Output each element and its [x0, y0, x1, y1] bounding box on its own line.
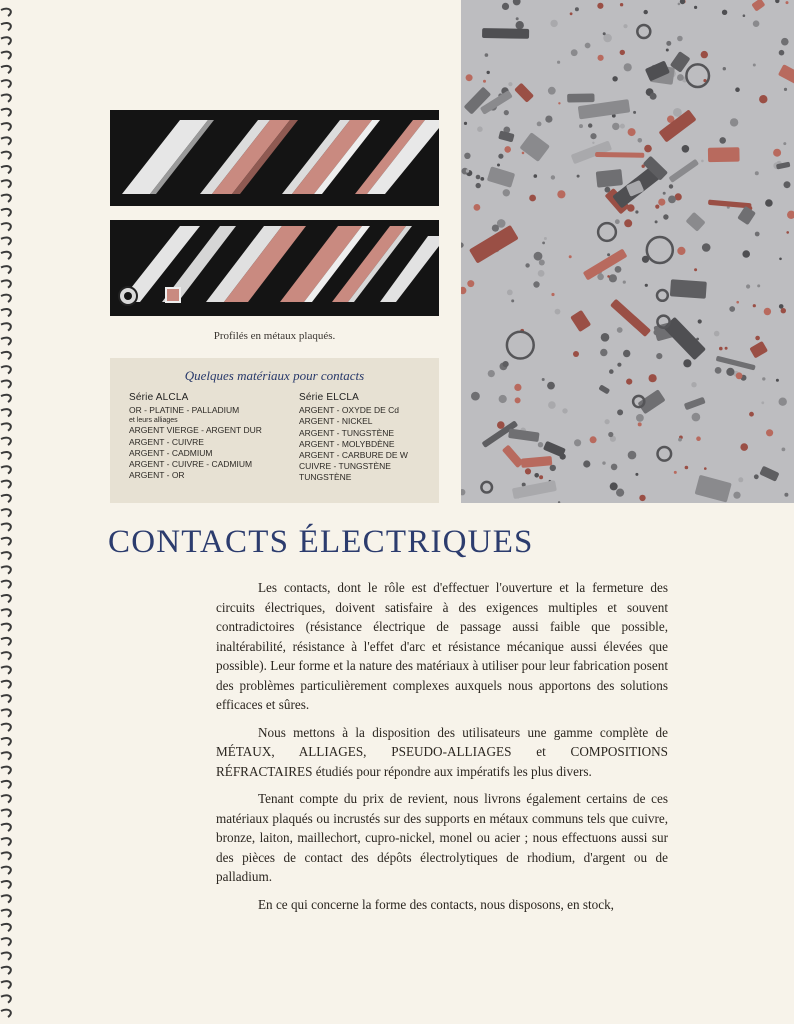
- materials-title: Quelques matériaux pour contacts: [184, 368, 365, 383]
- body-text: [216, 578, 668, 922]
- material-item: ARGENT - NICKEL: [299, 416, 373, 427]
- material-item: ARGENT - TUNGSTÈNE: [299, 427, 395, 438]
- material-item: ARGENT - OR: [129, 470, 185, 481]
- material-item: et leurs alliages: [129, 417, 178, 425]
- material-item: ARGENT - CADMIUM: [129, 447, 213, 458]
- material-item: TUNGSTÈNE: [299, 472, 352, 483]
- contact-parts-photo: [461, 0, 794, 503]
- plated-profiles-image-bottom: [110, 220, 439, 316]
- paragraph: Nous mettons à la disposition des utilisateurs une gamme complète de MÉTAUX, ALLIAGES, PSEUDO-ALLIAGES et COMPOSITIONS RÉFRACTAIRES étudiés pour répondre aux impératifs les plus divers.: [216, 724, 668, 779]
- paragraph: En ce qui concerne la forme des contacts, nous disposons, en stock,: [258, 896, 614, 912]
- elcla-series-column: [299, 392, 408, 484]
- plated-profiles-image-top: [110, 110, 439, 206]
- alcla-series-label: Série ALCLA: [129, 392, 189, 403]
- materials-box: [110, 358, 439, 503]
- profiles-caption: Profilés en métaux plaqués.: [213, 330, 336, 342]
- page-title: CONTACTS ÉLECTRIQUES: [108, 524, 534, 560]
- paragraph: Les contacts, dont le rôle est d'effectuer l'ouverture et la fermeture des circuits électriques, doivent satisfaire à des exigences multiples et souvent contradictoires (résistance électrique de passage aussi faible que possible, inaltérabilité, résistance à l'effet d'arc et résistance mécanique aussi élevées que possible). Leur forme et la nature des matériaux à utiliser pour leur fabrication posent des problèmes particulièrement complexes auxquels nous apportons des solutions efficaces et sûres.: [216, 580, 668, 712]
- material-item: ARGENT - CUIVRE: [129, 436, 204, 447]
- material-item: OR - PLATINE - PALLADIUM: [129, 405, 240, 416]
- material-item: ARGENT - OXYDE DE Cd: [299, 405, 399, 416]
- elcla-series-label: Série ELCLA: [299, 392, 360, 403]
- alcla-series-column: [129, 392, 262, 481]
- material-item: ARGENT - CUIVRE - CADMIUM: [129, 459, 253, 470]
- paragraph: Tenant compte du prix de revient, nous livrons également certains de ces matériaux plaqués ou incrustés sur des supports en métaux communs tels que cuivre, bronze, laiton, maillechort, cupro-nickel, monel ou acier ; nous effectuons aussi sur des pièces de contact des dépôts électrolytiques de rhodium, d'argent ou de palladium.: [216, 791, 668, 884]
- material-item: ARGENT VIERGE - ARGENT DUR: [129, 425, 262, 436]
- material-item: ARGENT - MOLYBDÈNE: [299, 438, 395, 449]
- spiral-binding: [0, 0, 16, 1024]
- material-item: ARGENT - CARBURE DE W: [299, 450, 408, 461]
- material-item: CUIVRE - TUNGSTÈNE: [299, 461, 391, 472]
